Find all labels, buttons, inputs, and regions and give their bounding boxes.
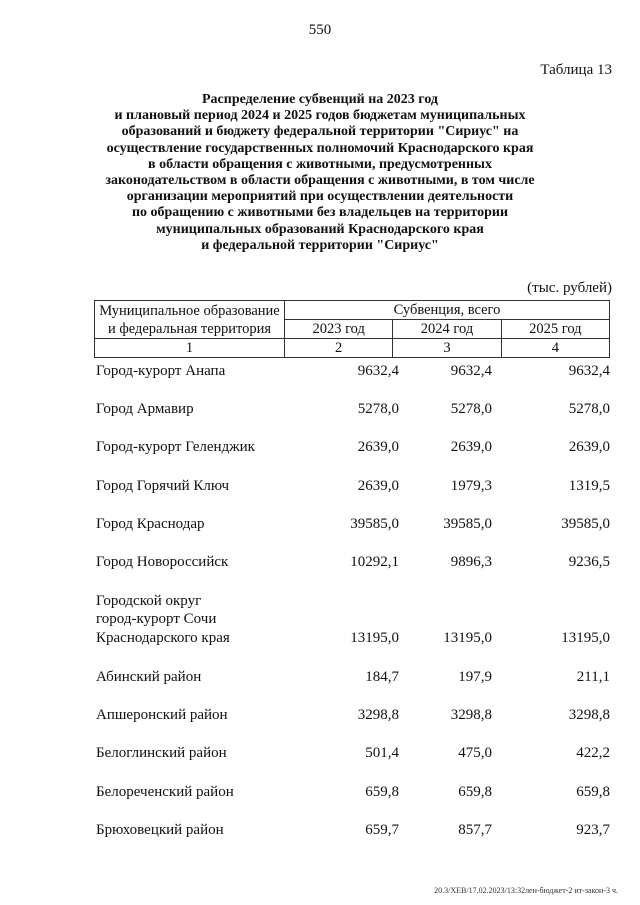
municipality-name-line: город-курорт Сочи: [96, 611, 217, 627]
municipality-name: Белоглинский район: [96, 744, 227, 761]
value-2025: 211,1: [576, 668, 610, 685]
title-line: осуществление государственных полномочий Краснодарского края: [106, 140, 534, 156]
value-2023: 5278,0: [357, 400, 399, 417]
title-line: образований и бюджету федеральной территории "Сириус" на: [121, 124, 519, 140]
municipality-name-line: Городской округ: [96, 592, 202, 609]
year-header-2024: 2024 год: [393, 320, 501, 339]
title-line: муниципальных образований Краснодарского края: [156, 221, 484, 237]
value-2025: 923,7: [576, 821, 610, 838]
year-header-2023: 2023 год: [285, 320, 393, 339]
value-2024: 857,7: [458, 821, 492, 838]
title-line: Распределение субвенций на 2023 год: [202, 92, 438, 107]
document-title: [70, 92, 570, 254]
value-2024: 475,0: [458, 744, 492, 761]
municipality-name: Город Армавир: [96, 400, 194, 417]
table-header: [94, 300, 610, 358]
value-2025: 2639,0: [568, 438, 610, 455]
value-2024: 5278,0: [450, 400, 492, 417]
table-row: [96, 358, 610, 839]
municipality-name: Белореченский район: [96, 783, 234, 800]
title-line: и плановый период 2024 и 2025 годов бюджетам муниципальных: [114, 108, 526, 124]
value-2024: 9632,4: [450, 362, 492, 379]
value-2024: 9896,3: [450, 553, 492, 570]
title-line: и федеральной территории "Сириус": [201, 237, 439, 253]
value-2025: 13195,0: [561, 629, 610, 646]
value-2023: 2639,0: [357, 477, 399, 494]
value-2024: 197,9: [458, 668, 492, 685]
municipality-name: Апшеронский район: [96, 706, 228, 723]
value-2024: 13195,0: [443, 629, 492, 646]
column-number: 2: [285, 339, 393, 358]
value-2025: 1319,5: [568, 477, 610, 494]
value-2025: 3298,8: [568, 706, 610, 723]
value-2023: 659,8: [365, 783, 399, 800]
municipality-header-line: Муниципальное образование: [99, 302, 280, 319]
year-header-2025: 2025 год: [501, 320, 609, 339]
value-2025: 39585,0: [561, 515, 610, 532]
municipality-column-header: [95, 301, 285, 339]
municipality-name: Город Новороссийск: [96, 553, 229, 570]
value-2025: 5278,0: [568, 400, 610, 417]
value-2024: 39585,0: [443, 515, 492, 532]
value-2025: 422,2: [576, 744, 610, 761]
value-2024: 3298,8: [450, 706, 492, 723]
column-number: 4: [501, 339, 609, 358]
subvention-total-header: Субвенция, всего: [285, 301, 610, 320]
value-2023: 13195,0: [350, 629, 399, 646]
value-2024: 2639,0: [450, 438, 492, 455]
municipality-name: Город Горячий Ключ: [96, 477, 230, 494]
table-label: Таблица 13: [540, 62, 612, 78]
title-line: в области обращения с животными, предусмотренных: [148, 156, 492, 172]
value-2023: 10292,1: [350, 553, 399, 570]
municipality-name: Абинский район: [96, 668, 202, 685]
municipality-name-line: Краснодарского края: [96, 629, 230, 646]
municipality-header-line: и федеральная территория: [107, 320, 272, 337]
title-line: законодательством в области обращения с животными, в том числе: [105, 173, 535, 189]
title-line: организации мероприятий при осуществлении деятельности: [126, 189, 514, 205]
column-number: 1: [95, 339, 285, 358]
footer-code: 20.3/XEB/17.02.2023/13:32лен-бюджет-2 ит-закон-3 ч.: [434, 886, 618, 895]
value-2025: 9632,4: [568, 362, 610, 379]
value-2024: 659,8: [458, 783, 492, 800]
municipality-name: Город-курорт Геленджик: [96, 438, 255, 455]
value-2025: 659,8: [576, 783, 610, 800]
value-2023: 3298,8: [357, 706, 399, 723]
title-line: по обращению с животными без владельцев на территории: [131, 205, 509, 221]
page-number: 550: [308, 22, 332, 38]
value-2023: 659,7: [365, 821, 399, 838]
unit-label: (тыс. рублей): [527, 280, 612, 296]
value-2023: 501,4: [365, 744, 399, 761]
municipality-name: Город-курорт Анапа: [96, 362, 226, 379]
value-2023: 39585,0: [350, 515, 399, 532]
value-2025: 9236,5: [568, 553, 610, 570]
value-2024: 1979,3: [450, 477, 492, 494]
municipality-name: Брюховецкий район: [96, 821, 224, 838]
value-2023: 9632,4: [357, 362, 399, 379]
column-number: 3: [393, 339, 501, 358]
value-2023: 2639,0: [357, 438, 399, 455]
value-2023: 184,7: [365, 668, 399, 685]
municipality-name: Город Краснодар: [96, 515, 205, 532]
